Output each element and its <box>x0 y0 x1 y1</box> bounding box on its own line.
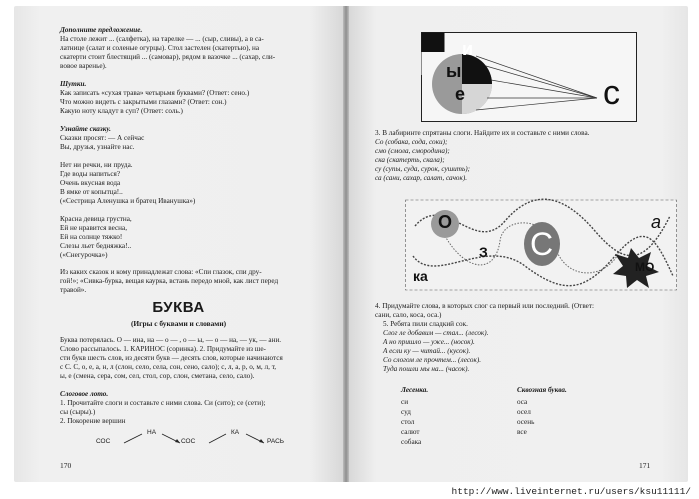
text-line: вовое варенье). <box>60 62 107 70</box>
verse-source: («Снегурочка») <box>60 251 108 259</box>
text-line: 5. Ребята пили сладкий сок. <box>383 320 468 328</box>
ladder-word: собака <box>401 438 422 446</box>
jokes-title: Шутки. <box>60 80 87 88</box>
maze-title: 3. В лабиринте спрятаны слоги. Найдите их и составьте с ними слова. <box>375 129 590 137</box>
left-page <box>14 6 343 482</box>
verse-line: А но пришло — уже... (носок). <box>383 338 475 346</box>
balloon-letter: ы <box>446 61 462 81</box>
verse-line: Слог ле добавим — стал... (лесок). <box>383 329 489 337</box>
text-line: ы, е (смена, сера, сом, сел, стол, сор, слон, сметана, село, сало). <box>60 372 255 380</box>
text-line: 1. Прочитайте слоги и составьте с ними слова. Си (сито); се (сети); <box>60 399 266 407</box>
text-line: Буква потерялась. О — ина, на — о — , о — ы, — о — на, — ук, — ани. <box>60 336 282 344</box>
text-line: сти букв шесть слов, из десяти букв — десять слов, которые начинаются <box>60 354 283 362</box>
text-line: Какую ноту кладут в суп? (Ответ: соль.) <box>60 107 183 115</box>
through-letter-word: все <box>517 428 527 436</box>
through-letter-title: Сквозная буква. <box>517 386 567 394</box>
ladder-word: салют <box>401 428 420 436</box>
verse-line: Нет ни речки, ни пруда. <box>60 161 133 169</box>
verse-line: Ей на солнце тяжко! <box>60 233 123 241</box>
ladder-word: стол <box>401 418 415 426</box>
page-number: 170 <box>60 461 72 470</box>
maze-syllable: МО <box>635 260 655 274</box>
right-page <box>349 6 688 482</box>
verse-line: Очень вкусная вода <box>60 179 121 187</box>
through-letter-word: оса <box>517 398 528 406</box>
text-line: сани, сало, коса, оса.) <box>375 311 442 319</box>
verse-line: Сказки просят: — А сейчас <box>60 134 145 142</box>
tale-title: Узнайте сказку. <box>60 125 111 133</box>
maze-answer: ска (скатерть, скала); <box>375 156 445 164</box>
watermark-url: http://www.liveinternet.ru/users/ksu11111/ <box>451 486 691 497</box>
text-line: Что можно видеть с закрытыми глазами? (Ответ: сон.) <box>60 98 227 106</box>
peak-syllable: СОС <box>181 438 196 445</box>
text-line: 4. Придумайте слова, в которых слог са первый или последний. (Ответ: <box>375 302 594 310</box>
maze-answer: су (супы, суда, сурок, сушить); <box>375 165 471 173</box>
maze-syllable: а <box>651 212 662 232</box>
text-line: скатерти стоит блестящий ... (самовар), рядом в вазочке ... (сахар, сли- <box>60 53 276 61</box>
balloon-letter: и <box>462 39 474 59</box>
ladder-title: Лесенка. <box>401 386 429 394</box>
maze-answer: Со (собака, сода, соки); <box>375 138 448 146</box>
maze-answer: смо (смола, смородина); <box>375 147 450 155</box>
ladder-word: си <box>401 398 409 406</box>
verse-line: Туда пошли мы на... (часок). <box>383 365 470 373</box>
peak-syllable: НА <box>147 429 157 436</box>
text-line: Как записать «сухая трава» четырьмя буквами? (Ответ: сено.) <box>60 89 250 97</box>
verse-line: Где воды напиться? <box>60 170 121 178</box>
through-letter-word: осень <box>517 418 535 426</box>
balloon-letter: е <box>455 84 466 104</box>
verse-line: В ямке от копытца!.. <box>60 188 123 196</box>
peaks-diagram <box>84 426 334 456</box>
maze-syllable: ка <box>413 268 428 284</box>
verse-line: Вы, друзья, узнайте нас. <box>60 143 135 151</box>
section-title: БУКВА <box>152 299 205 316</box>
verse-line: Со слогом ле прочтем... (лесок). <box>383 356 482 364</box>
maze-syllable: О <box>438 212 453 232</box>
verse-line: Красна девица грустна, <box>60 215 132 223</box>
text-line: латнице (салат и соленые огурцы). Стол застелен (скатертью), на <box>60 44 260 52</box>
peak-syllable: РАСЬ <box>267 438 285 445</box>
verse-line: Ей не нравится весна, <box>60 224 128 232</box>
text-line: Слово рассыпалось. 1. КАРИНОС (соринка). 2. Придумайте из ше- <box>60 345 266 353</box>
verse-line: Слезы льет бедняжка!.. <box>60 242 132 250</box>
peak-syllable: КА <box>231 429 240 436</box>
lotto-title: Слоговое лото. <box>60 390 109 398</box>
maze-answer: са (сани, сахар, салат, сачок). <box>375 174 468 182</box>
page-number: 171 <box>639 461 651 470</box>
balloon-target-letter: с <box>603 74 620 112</box>
text-line: травой». <box>60 286 87 294</box>
text-line: Из каких сказок и кому принадлежат слова: «Спи глазок, спи дру- <box>60 268 262 276</box>
text-line: гой!»; «Сивка-бурка, вещая каурка, встань передо мной, как лист перед <box>60 277 279 285</box>
ladder-word: суд <box>401 408 411 416</box>
text-line: сы (сыры).) <box>60 408 96 416</box>
maze-syllable: З <box>479 244 488 260</box>
task1-title: Дополните предложение. <box>60 26 143 34</box>
text-line: с С. С, о, е, а, н, л (слон, село, села, сон, сено, сало); с, л, а, р, о, м, л, т, <box>60 363 277 371</box>
text-line: На столе лежит ... (салфетка), на тарелке — ... (сыр, сливы), а в са- <box>60 35 264 43</box>
text-line: 2. Покорение вершин <box>60 417 126 425</box>
maze-syllable: С <box>530 226 554 262</box>
through-letter-word: осел <box>517 408 531 416</box>
verse-source: («Сестрица Аленушка и братец Иванушка») <box>60 197 196 205</box>
verse-line: А если ку — читай... (кусок). <box>383 347 471 355</box>
book-spread <box>14 6 688 482</box>
peak-syllable: СОС <box>96 438 111 445</box>
section-subtitle: (Игры с буквами и словами) <box>130 319 227 328</box>
